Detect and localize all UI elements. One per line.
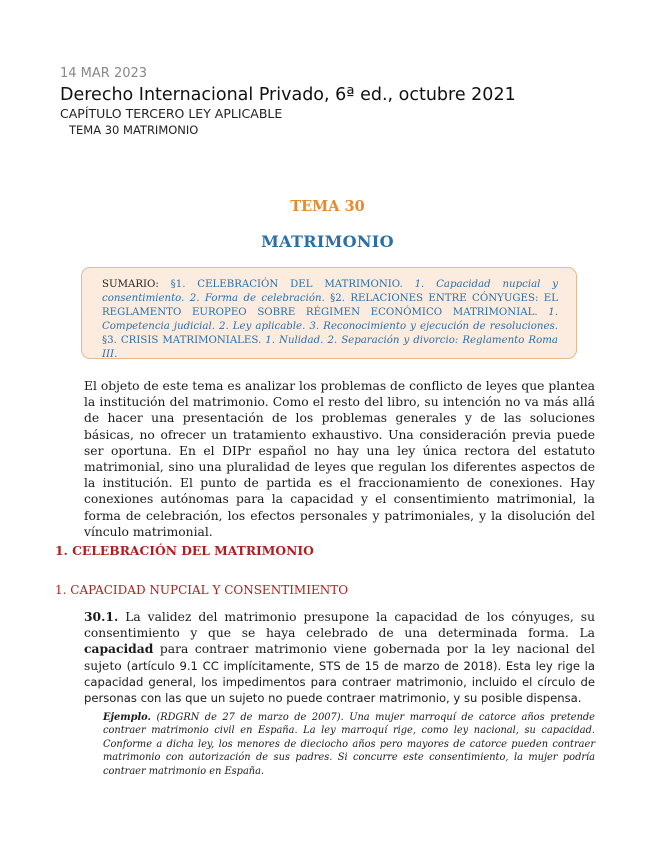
section-heading: 1. CELEBRACIÓN DEL MATRIMONIO [55,543,314,558]
summary-link-s3-2[interactable]: 2. Separación y divorcio: Reglamento Roma III. [102,335,558,360]
example-label: Ejemplo. [103,712,151,723]
breadcrumb-topic[interactable]: TEMA 30 MATRIMONIO [69,123,199,137]
bold-term: capacidad [84,641,154,657]
tema-title: MATRIMONIO [261,232,394,251]
example-text: (RDGRN de 27 de marzo de 2007). Una mujer marroquí de catorce años pretende contraer matrimonio civil en España. La ley marroquí rige, como ley nacional, su capacidad. Conforme a dicha ley, los menores de dieciocho años pero mayores de catorce pueden contraer matrimonio con autorización de sus padres. Si concurre este consentimiento, la mujer podría contraer matrimonio en España. [103,712,595,777]
book-title: Derecho Internacional Privado, 6ª ed., octubre 2021 [60,85,516,105]
paragraph-text-a: La validez del matrimonio presupone la capacidad de los cónyuges, su consentimiento y que se haya celebrado de una determinada forma. La [84,610,595,641]
summary-link-s2-3[interactable]: 3. Reconocimiento y ejecución de resoluciones. [309,321,558,332]
summary-link-s3[interactable]: §3. CRISIS MATRIMONIALES. [102,335,262,346]
example-block [103,711,595,778]
summary-link-s2[interactable]: §2. RELACIONES ENTRE CÓNYUGES: EL REGLAMENTO EUROPEO SOBRE RÉGIMEN ECONÓMICO MATRIMONIAL. [102,293,558,318]
paragraph-number: 30.1. [84,609,119,624]
summary-link-s2-2[interactable]: 2. Ley aplicable. [219,321,306,332]
summary-link-s1-2[interactable]: 2. Forma de celebración. [189,293,325,304]
summary-label: SUMARIO [102,279,156,290]
summary-link-s1[interactable]: §1. CELEBRACIÓN DEL MATRIMONIO. [170,279,403,290]
summary-link-s1-1[interactable]: 1. Capacidad nupcial y consentimiento. [102,279,558,304]
subsection-heading: 1. CAPACIDAD NUPCIAL Y CONSENTIMIENTO [55,583,349,597]
intro-paragraph: El objeto de este tema es analizar los problemas de conflicto de leyes que plantea la institución del matrimonio. Como el resto del libro, su intención no va más allá de hacer una presentación de los problemas generales y de las soluciones básicas, no ofrecer un tratamiento exhaustivo. Una consideración previa puede ser oportuna. En el DIPr español no hay una ley única rectora del estatuto matrimonial, sino una pluralidad de leyes que regulan los diferentes aspectos de la institución. El punto de partida es el fraccionamiento de conexiones. Hay conexiones autónomas para la capacidad y el consentimiento matrimonial, la forma de celebración, los efectos personales y patrimoniales, y la disolución del vínculo matrimonial. [84,379,595,539]
breadcrumb-chapter[interactable]: CAPÍTULO TERCERO LEY APLICABLE [60,106,283,121]
summary-link-s3-1[interactable]: 1. Nulidad. [265,335,324,346]
paragraph-text-b: para contraer matrimonio viene gobernada por la ley nacional del sujeto [84,642,595,673]
summary-box: SUMARIO: §1. CELEBRACIÓN DEL MATRIMONIO. 1. Capacidad nupcial y consentimiento. 2. Forma de celebración. §2. RELACIONES ENTRE CÓNYUGES: EL REGLAMENTO EUROPEO SOBRE RÉGIMEN ECONÓMICO MATRIMONIAL. 1. Competencia judicial. 2. Ley aplicable. 3. Reconocimiento y ejecución de resoluciones. §3. CRISIS MATRIMONIALES. 1. Nulidad. 2. Separación y divorcio: Reglamento Roma III. [81,267,577,359]
tema-number: TEMA 30 [290,198,365,215]
document-date: 14 MAR 2023 [60,66,148,81]
paragraph-30-1 [84,609,595,706]
paragraph-text-c: (artículo 9.1 CC implícitamente, STS de 15 de marzo de 2018). Esta ley rige la capacidad general, los impedimentos para contraer matrimonio, incluido el círculo de personas con las que un sujeto no puede contraer matrimonio, y su posible dispensa. [84,658,595,706]
summary-link-s2-1[interactable]: 1. Competencia judicial. [102,307,559,332]
